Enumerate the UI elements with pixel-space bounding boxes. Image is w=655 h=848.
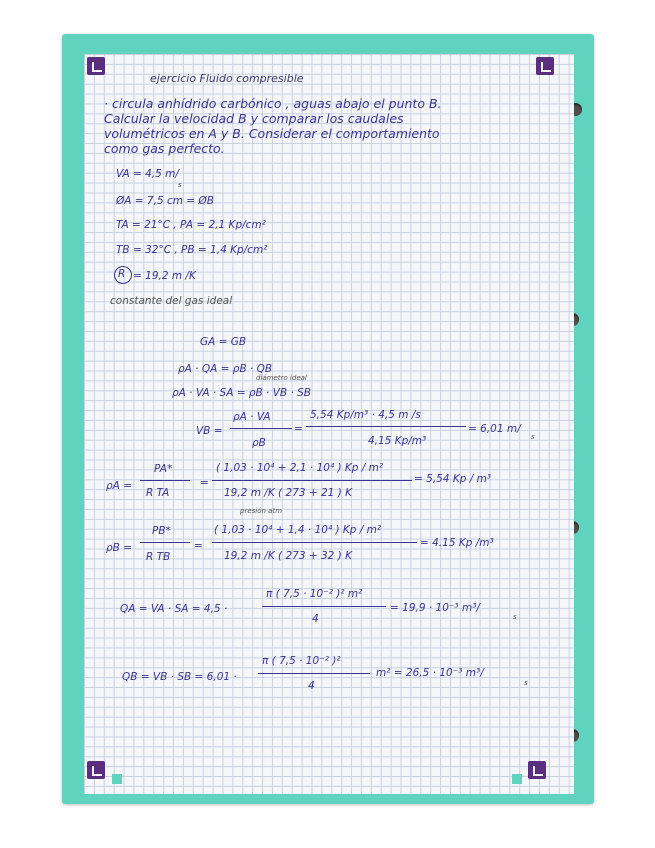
qa-fraction-line [262, 606, 386, 607]
rho-b-fraction-line [140, 542, 190, 543]
data-tb-pb: TB = 32°C , PB = 1,4 Kp/cm² [116, 244, 268, 256]
vb-den2: 4,15 Kp/m³ [368, 435, 427, 447]
qb-mid: m² = 26,5 · 10⁻³ m³/ [376, 667, 484, 679]
rho-a-den2: 19,2 m /K ( 273 + 21 ) K [224, 487, 353, 499]
rho-a-fraction-line-2 [212, 480, 412, 481]
rho-b-fraction-line-2 [212, 542, 417, 543]
rho-a-den: R TA [146, 487, 170, 499]
rho-b-equals: = [194, 540, 203, 552]
data-r-symbol: R [118, 268, 126, 280]
data-va: VA = 4,5 m/ [116, 168, 179, 180]
corner-mark-bottom-right [528, 761, 546, 779]
data-diameter: ØA = 7,5 cm = ØB [116, 195, 214, 207]
rho-b-lhs: ρB = [106, 542, 133, 554]
qa-result: = 19,9 · 10⁻³ m³/ [390, 602, 480, 614]
corner-square-left [112, 774, 122, 784]
qb-num: π ( 7,5 · 10⁻² )² [262, 655, 341, 667]
rho-a-lhs: ρA = [106, 480, 132, 492]
eq-rho-q: ρA · QA = ρB · QB [178, 363, 273, 375]
exercise-title: ejercicio Fluido compresible [150, 72, 304, 85]
data-va-unit: s [178, 181, 182, 189]
rho-a-num: PA* [154, 463, 173, 475]
qb-unit: s [524, 679, 528, 687]
data-r-value: = 19,2 m /K [133, 270, 196, 282]
eq-g: GA = GB [200, 336, 247, 348]
corner-square-right [512, 774, 522, 784]
corner-mark-top-left [87, 57, 105, 75]
vb-result: = 6,01 m/ [468, 423, 521, 435]
qb-lhs: QB = VB · SB = 6,01 · [122, 671, 237, 683]
rho-a-num2: ( 1,03 · 10⁴ + 2,1 · 10⁴ ) Kp / m² [216, 462, 384, 474]
vb-den: ρB [252, 437, 266, 449]
vb-fraction-line [230, 428, 292, 429]
rho-a-result: = 5,54 Kp / m³ [414, 473, 492, 485]
vb-num2: 5,54 Kp/m³ · 4,5 m /s [310, 409, 421, 421]
corner-mark-bottom-left [87, 761, 105, 779]
rho-a-equals: = [200, 477, 209, 489]
statement-line-1: · circula anhídrido carbónico , aguas abajo el punto B. [104, 96, 442, 111]
note-atm: presión atm [240, 507, 283, 515]
vb-num: ρA · VA [233, 411, 271, 423]
vb-lhs: VB = [196, 425, 223, 437]
qa-den: 4 [312, 613, 319, 625]
statement-line-2: Calcular la velocidad B y comparar los caudales [104, 111, 404, 126]
note-diameter: diámetro ideal [256, 374, 307, 382]
rho-b-num2: ( 1,03 · 10⁴ + 1,4 · 10⁴ ) Kp / m² [214, 524, 382, 536]
qa-num: π ( 7,5 · 10⁻² )² m² [266, 588, 363, 600]
qa-unit: s [513, 613, 517, 621]
statement-line-3: volumétricos en A y B. Considerar el comportamiento [104, 126, 440, 141]
corner-mark-top-right [536, 57, 554, 75]
vb-fraction-line-2 [306, 426, 466, 427]
rho-b-den2: 19,2 m /K ( 273 + 32 ) K [224, 550, 353, 562]
data-ta-pa: TA = 21°C , PA = 2,1 Kp/cm² [116, 219, 266, 231]
vb-equals: = [294, 423, 303, 435]
qa-lhs: QA = VA · SA = 4,5 · [120, 603, 228, 615]
rho-a-fraction-line [140, 480, 190, 481]
qb-fraction-line [258, 673, 370, 674]
statement-line-4: como gas perfecto. [104, 141, 225, 156]
rho-b-result: = 4.15 Kp /m³ [420, 537, 494, 549]
rho-b-den: R TB [146, 551, 171, 563]
data-r-label: constante del gas ideal [110, 295, 233, 307]
qb-den: 4 [308, 680, 315, 692]
rho-b-num: PB* [152, 525, 171, 537]
vb-result-unit: s [531, 433, 535, 441]
eq-rho-v-s: ρA · VA · SA = ρB · VB · SB [172, 387, 311, 399]
